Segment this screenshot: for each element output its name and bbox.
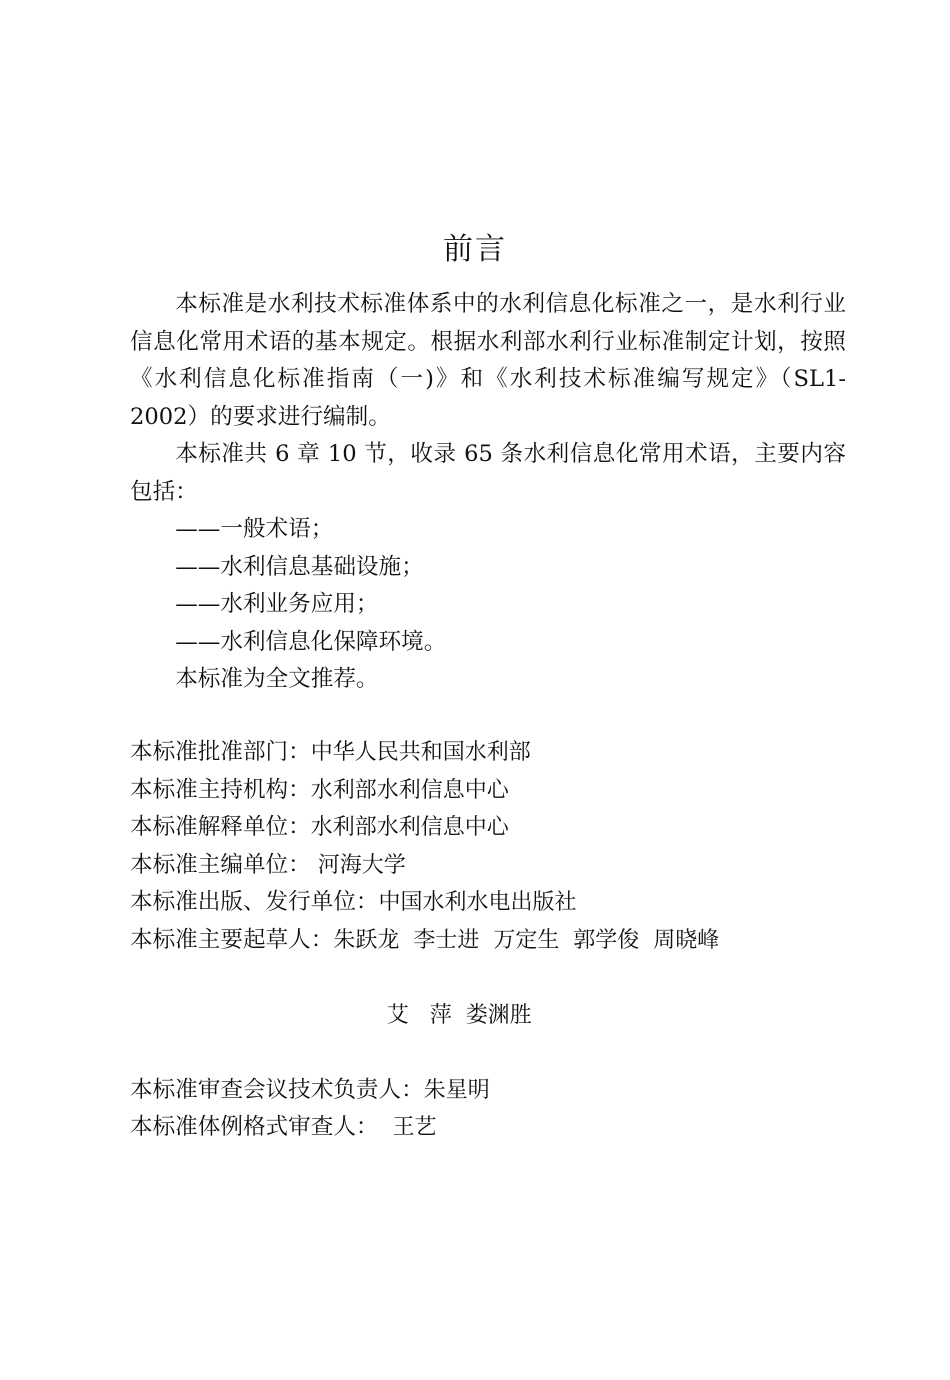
approver-row xyxy=(130,734,850,772)
interpreter-value: 水利部水利信息中心 xyxy=(310,815,509,840)
reviewer-row xyxy=(130,1072,850,1110)
page-title: 前言 xyxy=(443,232,507,267)
drafters-line1: 朱跃龙 李士进 万定生 郭学俊 周晓峰 xyxy=(333,927,720,953)
publisher-value: 中国水利水电出版社 xyxy=(378,890,577,915)
standard-metadata xyxy=(130,734,850,1147)
format-reviewer-label: 本标准体例格式审查人： xyxy=(130,1114,379,1140)
list-item: ——水利信息化保障环境。 xyxy=(175,628,447,655)
editor-label: 本标准主编单位： xyxy=(130,851,311,878)
paragraph-scope: 本标准共 6 章 10 节，收录 65 条水利信息化常用术语，主要内容包括： xyxy=(130,441,846,505)
interpreter-row xyxy=(130,809,850,847)
reviewer-label: 本标准审查会议技术负责人： xyxy=(130,1076,424,1103)
drafters-label: 本标准主要起草人： xyxy=(130,926,334,953)
interpreter-label: 本标准解释单位： xyxy=(130,814,311,840)
paragraph-intro: 本标准是水利技术标准体系中的水利信息化标准之一，是水利行业信息化常用术语的基本规定。根据水利部水利行业标准制定计划，按照《水利信息化标准指南（一)》和《水利技术标准编写规定》（SL1-2002）的要求进行编制。 xyxy=(130,291,846,430)
list-item: ——水利业务应用； xyxy=(175,591,379,617)
host-label: 本标准主持机构： xyxy=(130,776,311,803)
list-item: ——一般术语； xyxy=(175,516,334,542)
foreword-body xyxy=(130,286,846,699)
approver-value: 中华人民共和国水利部 xyxy=(310,740,531,765)
editor-value: 河海大学 xyxy=(310,852,406,878)
drafters-line2: 艾 萍 娄渊胜 xyxy=(386,1002,532,1028)
host-value: 水利部水利信息中心 xyxy=(310,777,509,803)
approver-label: 本标准批准部门： xyxy=(130,739,311,765)
reviewer-value: 朱星明 xyxy=(423,1077,490,1103)
publisher-label: 本标准出版、发行单位： xyxy=(130,889,379,915)
drafters-row xyxy=(130,922,850,960)
publisher-row xyxy=(130,884,850,922)
editor-row xyxy=(130,847,850,885)
contents-list xyxy=(130,511,846,661)
list-item: ——水利信息基础设施； xyxy=(175,553,424,580)
paragraph-recommendation: 本标准为全文推荐。 xyxy=(175,666,379,692)
drafters-row-continued xyxy=(130,959,850,1072)
format-reviewer-row xyxy=(130,1109,850,1147)
host-row xyxy=(130,772,850,810)
format-reviewer-value: 王艺 xyxy=(378,1115,437,1140)
